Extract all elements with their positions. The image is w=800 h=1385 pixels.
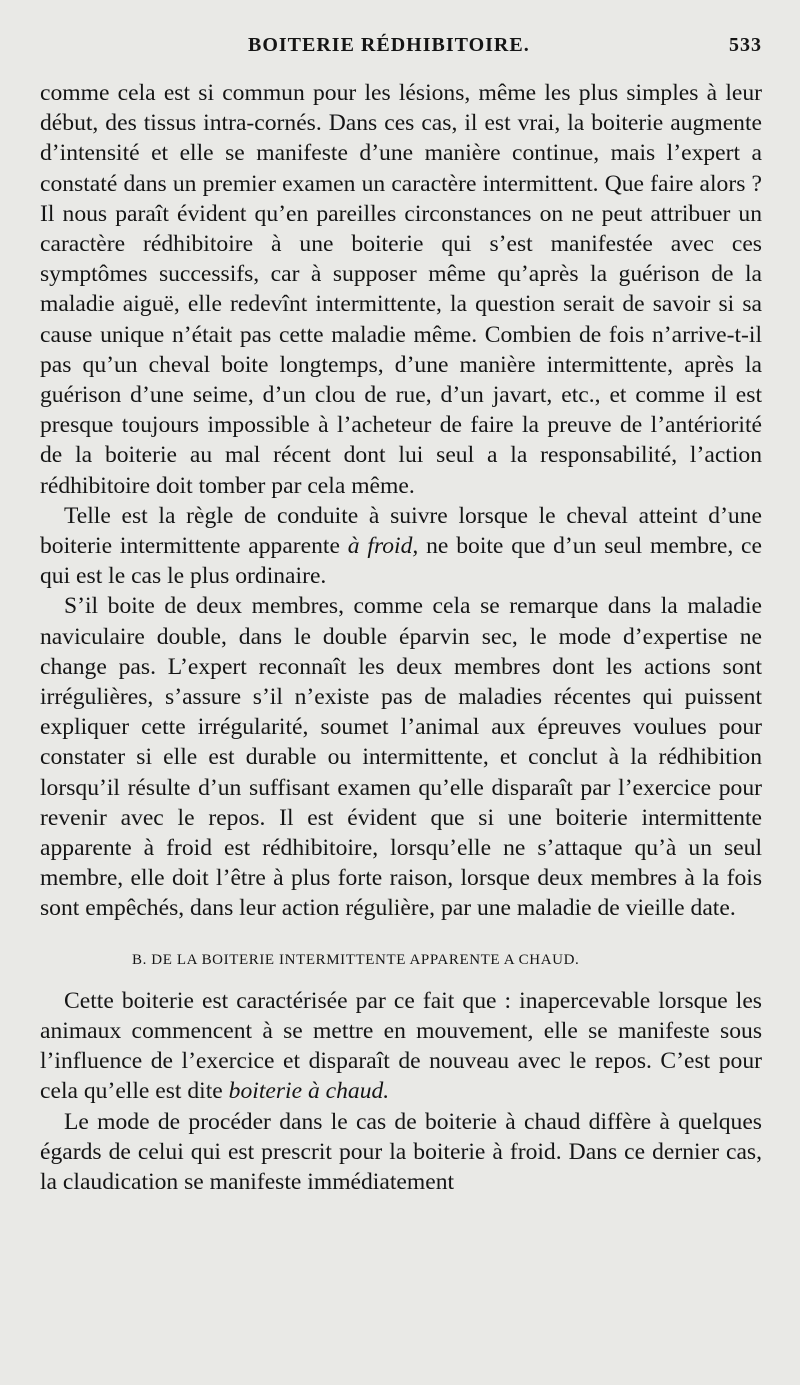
- emphasis-text: boiterie à chaud.: [228, 1078, 390, 1105]
- paragraph-text: ne boite que d’un seul membre, ce qui est le cas le plus ordinaire.: [40, 533, 762, 590]
- paragraph-definition: [40, 986, 762, 1107]
- page-body: [40, 78, 762, 1197]
- paragraph-text: Cette boiterie est caractérisée par ce fait que : inapercevable lorsque les animaux commencent à se mettre en mouvement, elle se manifeste sous l’influence de l’exercice et disparaît de nouveau avec le repos. C’est pour cela qu’elle est dite: [40, 987, 762, 1105]
- paragraph-procedure: Le mode de procéder dans le cas de boiterie à chaud diffère à quelques égards de celui qui est prescrit pour la boiterie à froid. Dans ce dernier cas, la claudication se manifeste immédiatement: [40, 1108, 762, 1195]
- paragraph-two-limbs: S’il boite de deux membres, comme cela se remarque dans la maladie naviculaire double, dans le double éparvin sec, le mode d’expertise ne change pas. L’expert reconnaît les deux membres dont les actions sont irrégulières, s’assure s’il n’existe pas de maladies récentes qui puissent expliquer cette irrégularité, soumet l’animal aux épreuves voulues pour constater si elle est durable ou intermittente, et conclut à la rédhibition lorsqu’il résulte d’un suffisant examen qu’elle disparaît par l’exercice pour revenir avec le repos. Il est évident que si une boiterie intermittente apparente à froid est rédhibitoire, lorsqu’elle ne s’attaque qu’à un seul membre, elle doit l’être à plus forte raison, lorsque deux membres à la fois sont empêchés, dans leur action régulière, par une maladie de vieille date.: [40, 593, 762, 922]
- paragraph-continuation: comme cela est si commun pour les lésions, même les plus simples à leur début, des tissus intra-cornés. Dans ces cas, il est vrai, la boiterie augmente d’intensité et elle se manifeste d’une manière continue, mais l’expert a constaté dans un premier examen un caractère intermittent. Que faire alors ? Il nous paraît évident qu’en pareilles circonstances on ne peut attribuer un caractère rédhibitoire à une boiterie qui s’est manifestée avec ces symptômes successifs, car à supposer même qu’après la guérison de la maladie aiguë, elle redevînt intermittente, la question serait de savoir si sa cause unique n’était pas cette maladie même. Combien de fois n’arrive-t-il pas qu’un cheval boite longtemps, d’une manière intermittente, après la guérison d’une seime, d’un clou de rue, d’un javart, etc., et comme il est presque toujours impossible à l’acheteur de faire la preuve de l’antériorité de la boiterie au mal récent dont lui seul a la responsabilité, l’action rédhibitoire doit tomber par cela même.: [40, 80, 762, 499]
- paragraph-text: Telle est la règle de conduite à suivre lorsque le cheval atteint d’une boiterie intermittente apparente: [40, 502, 762, 560]
- emphasis-text: à froid,: [347, 533, 419, 560]
- running-header: [40, 34, 762, 60]
- page-number: 533: [729, 34, 762, 56]
- running-title: BOITERIE RÉDHIBITOIRE.: [248, 34, 530, 56]
- section-heading: B. DE LA BOITERIE INTERMITTENTE APPARENTE A CHAUD.: [132, 951, 580, 968]
- paragraph-rule-of-conduct: [40, 501, 762, 592]
